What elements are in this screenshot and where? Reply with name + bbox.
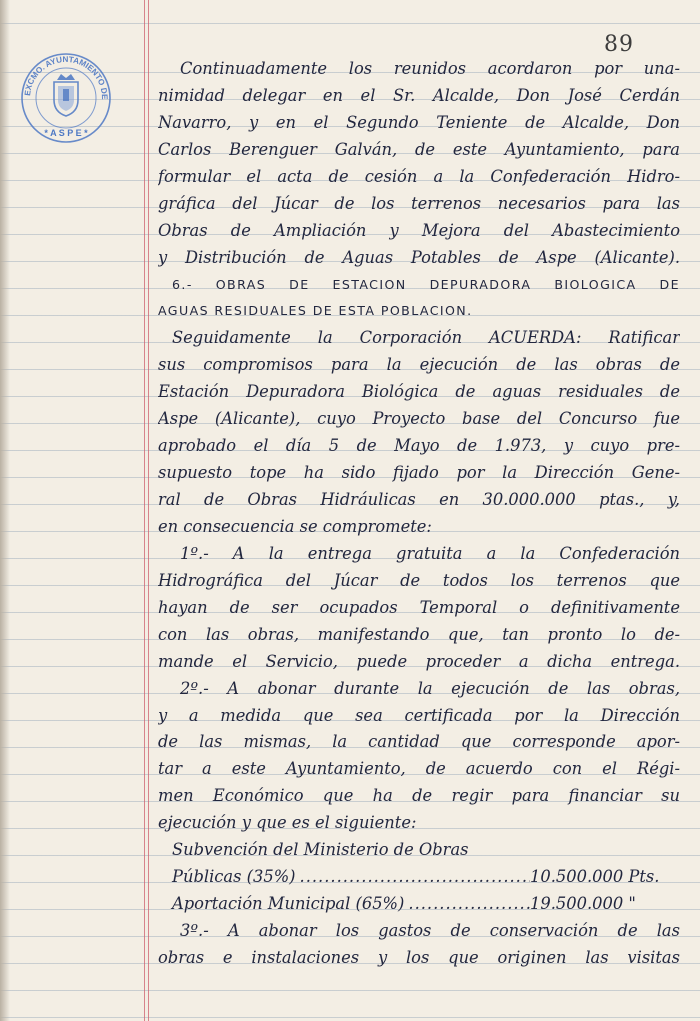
- margin-rule-outer: [144, 0, 145, 1021]
- text-line: 3º.- A abonar los gastos de conservación de las: [180, 921, 680, 940]
- text-line: men Económico que ha de regir para financiar su: [158, 786, 680, 806]
- text-line: Seguidamente la Corporación ACUERDA: Ratificar: [172, 328, 680, 348]
- text-line: en consecuencia se compromete:: [158, 516, 432, 536]
- page-number: 89: [604, 32, 634, 57]
- section-heading: AGUAS RESIDUALES DE ESTA POBLACION.: [158, 303, 473, 319]
- text-line: gráfica del Júcar de los terrenos necesarios para las: [158, 193, 680, 213]
- text-line: ejecución y que es el siguiente:: [158, 813, 417, 833]
- text-line: Subvención del Ministerio de Obras: [172, 840, 469, 860]
- binding-shadow: [0, 0, 10, 1021]
- text-line: obras e instalaciones y los que originen las visitas: [158, 947, 680, 967]
- text-line: Navarro, y en el Segundo Teniente de Alcalde, Don: [158, 112, 680, 132]
- text-line: Continuadamente los reunidos acordaron por una-: [180, 59, 680, 78]
- text-line: de las mismas, la cantidad que corresponde apor-: [158, 732, 680, 752]
- text-line: ral de Obras Hidráulicas en 30.000.000 ptas., y,: [158, 490, 680, 509]
- text-line: y Distribución de Aguas Potables de Aspe (Alicante).: [158, 247, 680, 267]
- text-line: Hidrográfica del Júcar de todos los terrenos que: [158, 570, 680, 590]
- dot-leader: [296, 864, 530, 891]
- dot-leader: [404, 891, 530, 918]
- text-line: y a medida que sea certificada por la Dirección: [158, 705, 680, 725]
- subsidy-amount: 19.500.000 ": [530, 894, 636, 914]
- subsidy-row: [158, 891, 680, 918]
- text-line: Carlos Berenguer Galván, de este Ayuntamiento, para: [158, 139, 680, 159]
- text-line: tar a este Ayuntamiento, de acuerdo con el Régi-: [158, 759, 680, 779]
- text-line: formular el acta de cesión a la Confederación Hidro-: [158, 166, 680, 186]
- text-line: 2º.- A abonar durante la ejecución de las obras,: [180, 678, 680, 698]
- text-line: mande el Servicio, puede proceder a dicha entrega.: [158, 651, 680, 671]
- municipal-seal-stamp: [20, 40, 112, 150]
- subsidy-label: Aportación Municipal (65%): [172, 894, 405, 914]
- text-line: sus compromisos para la ejecución de las obras de: [158, 355, 680, 375]
- text-line: Obras de Ampliación y Mejora del Abastecimiento: [158, 220, 680, 240]
- seal-bottom-text: * A S P E *: [44, 128, 88, 138]
- text-line: hayan de ser ocupados Temporal o definitivamente: [158, 597, 680, 617]
- text-line: 1º.- A la entrega gratuita a la Confederación: [180, 543, 680, 563]
- text-line: aprobado el día 5 de Mayo de 1.973, y cuyo pre-: [158, 436, 680, 456]
- seal-ring-text: EXCMO. AYUNTAMIENTO DE: [23, 54, 110, 100]
- margin-rule-inner: [148, 0, 149, 1021]
- handwritten-body: [158, 56, 680, 972]
- text-line: nimidad delegar en el Sr. Alcalde, Don José Cerdán: [158, 85, 680, 105]
- coat-of-arms-icon: [54, 74, 78, 116]
- text-line: supuesto tope ha sido fijado por la Dirección Gene-: [158, 463, 680, 483]
- text-line: Estación Depuradora Biológica de aguas residuales de: [158, 382, 680, 402]
- subsidy-label: Públicas (35%): [172, 867, 296, 887]
- section-heading: 6.- OBRAS DE ESTACION DEPURADORA BIOLOGICA DE: [172, 276, 680, 292]
- text-line: Aspe (Alicante), cuyo Proyecto base del Concurso fue: [158, 409, 680, 429]
- subsidy-row: [158, 864, 680, 891]
- text-line: con las obras, manifestando que, tan pronto lo de-: [158, 624, 680, 644]
- subsidy-amount: 10.500.000 Pts.: [530, 867, 660, 887]
